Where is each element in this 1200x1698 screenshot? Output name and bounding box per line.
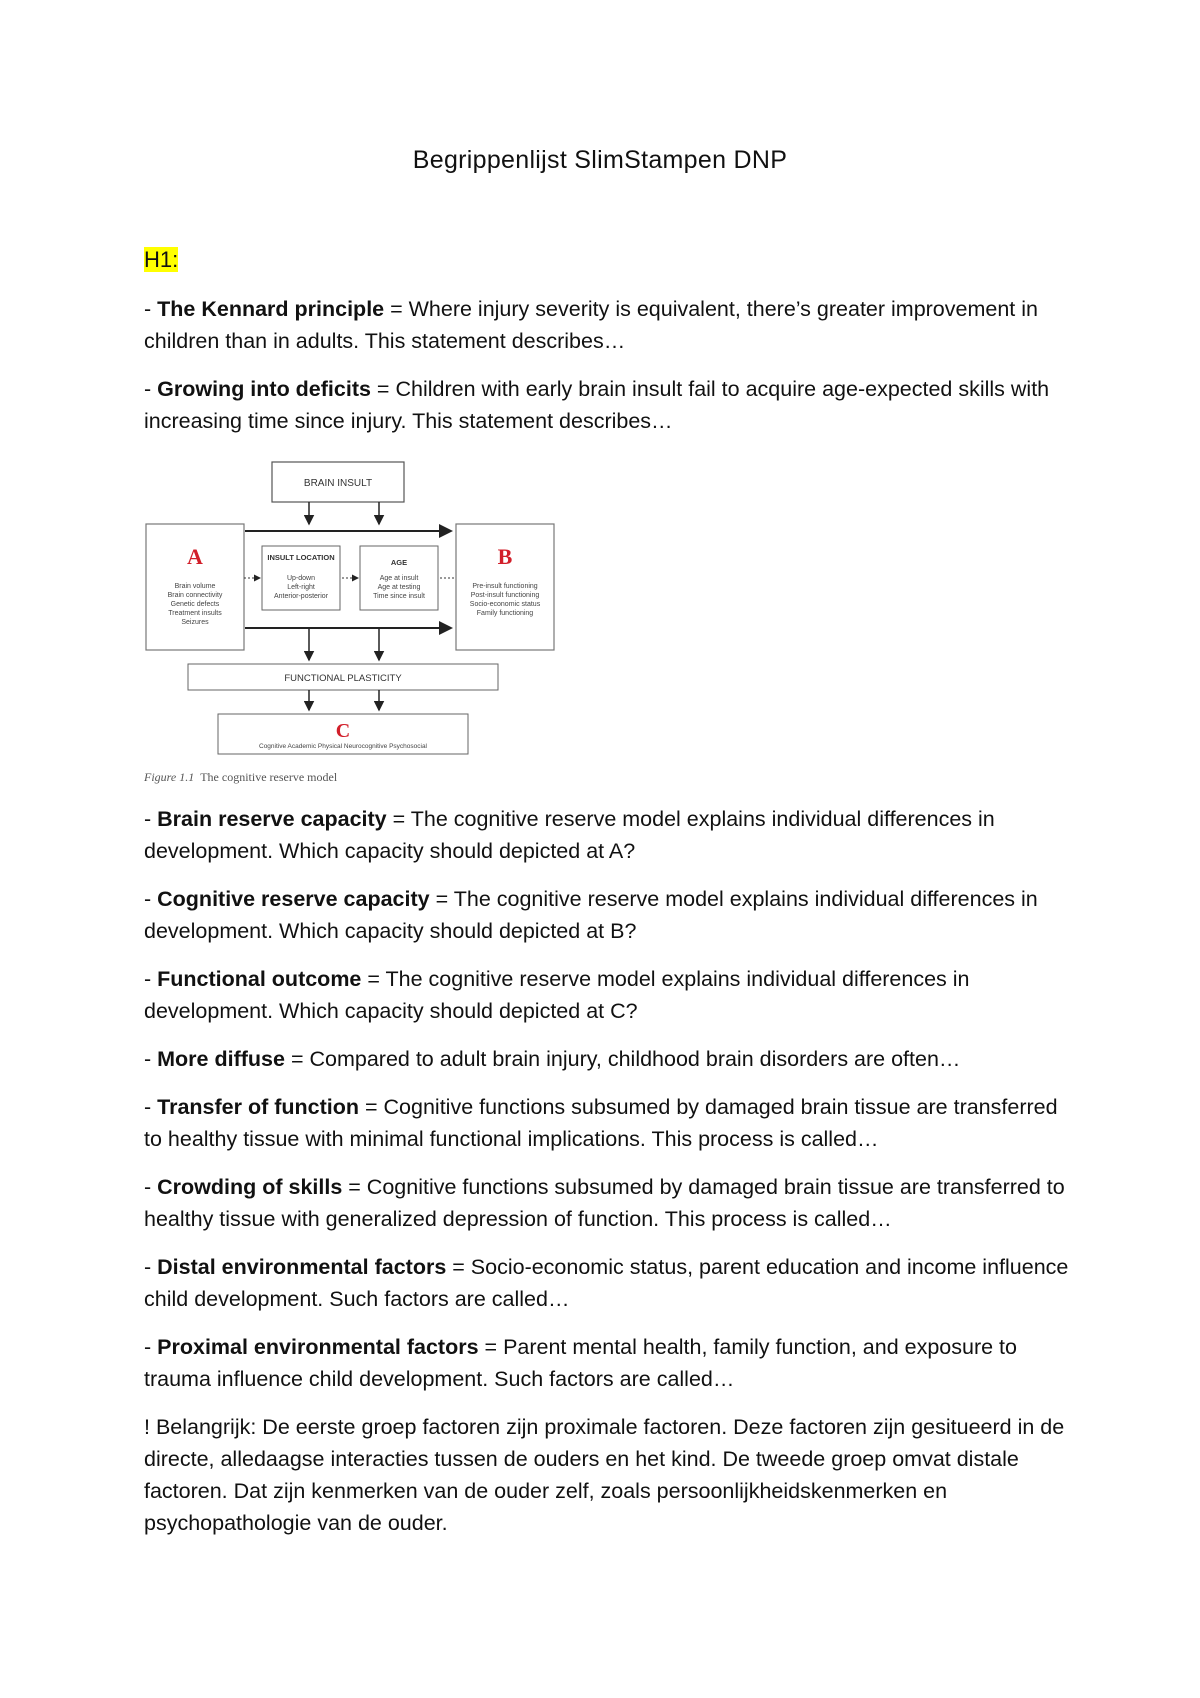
entry-definition: = Compared to adult brain injury, childhood brain disorders are often… <box>284 1047 961 1071</box>
entry-term: Crowding of skills <box>157 1175 343 1199</box>
box-b-item: Post-insult functioning <box>470 592 540 599</box>
entry-prefix: - <box>144 1335 158 1359</box>
box-a-item: Brain connectivity <box>167 592 223 599</box>
box-a-item: Seizures <box>181 619 209 626</box>
box-c-text: Cognitive Academic Physical Neurocognitive Psychosocial <box>259 743 427 750</box>
brain-insult-label: BRAIN INSULT <box>303 478 373 489</box>
age-item: Age at testing <box>377 584 421 591</box>
entry-prefix: - <box>144 1175 158 1199</box>
entry-brain-reserve-capacity <box>144 803 1074 867</box>
entry-prefix: - <box>144 377 158 401</box>
entry-distal-environmental-factors <box>144 1251 1074 1315</box>
entry-definition: = The cognitive reserve model explains individual differences in development. Which capacity should depicted at C? <box>144 967 970 1023</box>
insult-location-item: Anterior-posterior <box>273 593 329 600</box>
box-a-item: Brain volume <box>174 583 216 590</box>
age-title: AGE <box>390 558 408 567</box>
insult-location-title: INSULT LOCATION <box>267 553 335 562</box>
entry-definition: = Children with early brain insult fail to acquire age-expected skills with increasing time since injury. This statement describes… <box>144 377 1050 433</box>
entry-term: The Kennard principle <box>157 297 385 321</box>
entry-term: More diffuse <box>157 1047 285 1071</box>
entry-definition: = Cognitive functions subsumed by damaged brain tissue are transferred to healthy tissue with minimal functional implications. This process is called… <box>144 1095 1058 1151</box>
box-a-item: Treatment insults <box>168 610 222 617</box>
entry-term: Distal environmental factors <box>157 1255 447 1279</box>
entry-more-diffuse <box>144 1043 1074 1075</box>
box-a-letter: A <box>187 544 203 569</box>
age-item: Age at insult <box>379 575 419 582</box>
entry-definition: = Parent mental health, family function, and exposure to trauma influence child development. Such factors are called… <box>144 1335 1017 1391</box>
entry-term: Brain reserve capacity <box>157 807 387 831</box>
entry-kennard-principle <box>144 293 1074 357</box>
entry-prefix: - <box>144 967 158 991</box>
entry-term: Growing into deficits <box>157 377 371 401</box>
entry-growing-into-deficits <box>144 373 1074 437</box>
insult-location-item: Left-right <box>287 584 315 591</box>
entry-prefix: - <box>144 1047 158 1071</box>
entry-definition: = The cognitive reserve model explains individual differences in development. Which capacity should depicted at A? <box>144 807 995 863</box>
entry-transfer-of-function <box>144 1091 1074 1155</box>
section-heading-text: H1: <box>144 247 179 272</box>
box-c-letter: C <box>335 720 351 742</box>
section-heading <box>144 247 178 273</box>
entry-prefix: - <box>144 807 158 831</box>
box-b-item: Pre-insult functioning <box>472 583 538 590</box>
entry-definition: = Where injury severity is equivalent, there’s greater improvement in children than in adults. This statement describes… <box>144 297 1038 353</box>
cognitive-reserve-model-figure <box>144 454 560 760</box>
entry-term: Functional outcome <box>157 967 362 991</box>
entry-prefix: - <box>144 887 158 911</box>
entry-term: Cognitive reserve capacity <box>157 887 430 911</box>
box-b-letter: B <box>497 544 513 569</box>
important-note: ! Belangrijk: De eerste groep factoren zijn proximale factoren. Deze factoren zijn gesitueerd in de directe, alledaagse interacties tussen de ouders en het kind. De tweede groep omvat distale factoren. Dat zijn kenmerken van de ouder zelf, zoals persoonlijkheidskenmerken en psychopathologie van de ouder. <box>144 1415 1065 1535</box>
entry-functional-outcome <box>144 963 1074 1027</box>
entry-definition: = The cognitive reserve model explains individual differences in development. Which capacity should depicted at B? <box>144 887 1038 943</box>
functional-plasticity-label: FUNCTIONAL PLASTICITY <box>284 673 402 684</box>
figure-caption-label: Figure 1.1 <box>144 770 195 784</box>
box-b-item: Family functioning <box>476 610 534 617</box>
box-b-item: Socio-economic status <box>469 601 541 608</box>
entry-prefix: - <box>144 297 158 321</box>
entry-crowding-of-skills <box>144 1171 1074 1235</box>
entry-term: Proximal environmental factors <box>157 1335 479 1359</box>
insult-location-item: Up-down <box>286 575 316 582</box>
figure-caption <box>144 770 337 785</box>
box-a-item: Genetic defects <box>170 601 220 608</box>
entry-term: Transfer of function <box>157 1095 360 1119</box>
document-title: Begrippenlijst SlimStampen DNP <box>412 146 788 174</box>
entry-prefix: - <box>144 1095 158 1119</box>
entry-definition: = Cognitive functions subsumed by damaged brain tissue are transferred to healthy tissue with generalized depression of function. This process is called… <box>144 1175 1065 1231</box>
entry-definition: = Socio-economic status, parent education and income influence child development. Such factors are called… <box>144 1255 1069 1311</box>
age-item: Time since insult <box>373 593 425 600</box>
entry-cognitive-reserve-capacity <box>144 883 1074 947</box>
entry-proximal-environmental-factors <box>144 1331 1074 1395</box>
figure-caption-text: The cognitive reserve model <box>200 770 338 784</box>
entry-prefix: - <box>144 1255 158 1279</box>
